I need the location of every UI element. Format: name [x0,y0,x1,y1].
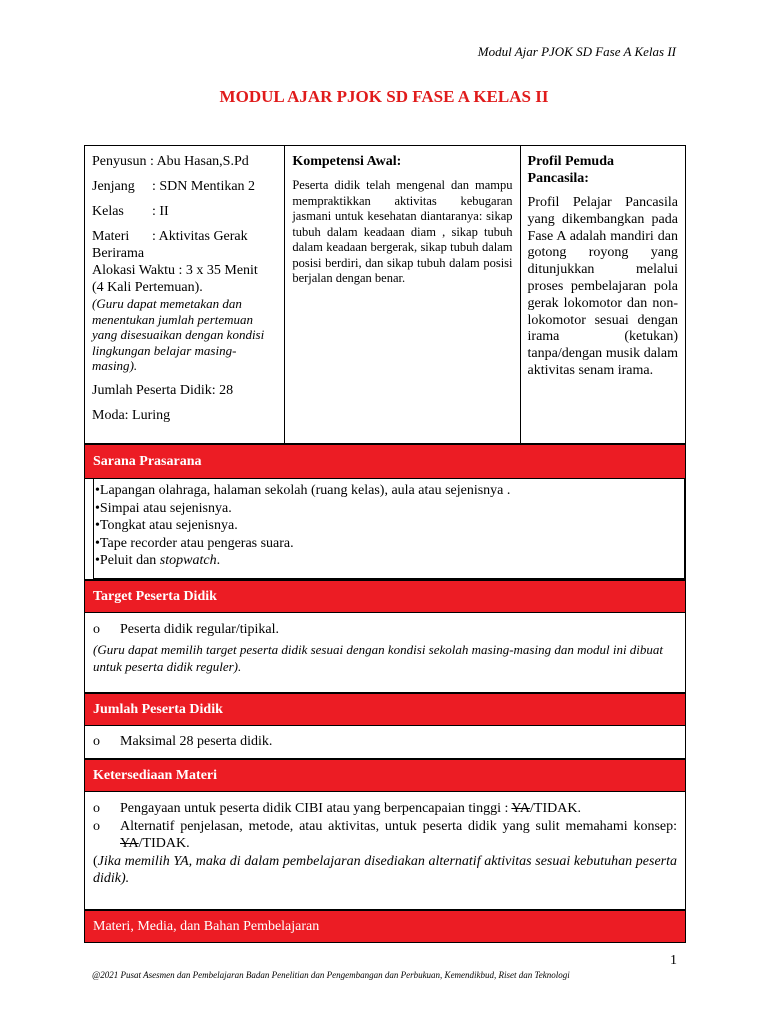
kelas-key: Kelas [92,204,124,219]
ketersediaan-note: (Jika memilih YA, maka di dalam pembelajaran disediakan alternatif aktivitas sesuai kebutuhan peserta didik). [93,853,677,886]
circle-bullet-icon: o [93,734,100,749]
jenjang-key: Jenjang [92,179,135,194]
materi-media-header: Materi, Media, dan Bahan Pembelajaran [84,910,686,943]
sarana-header: Sarana Prasarana [84,444,686,479]
jumlah-header: Jumlah Peserta Didik [84,693,686,726]
profil-text: Profil Pelajar Pancasila yang dikembangkan pada Fase A adalah mandiri dan gotong royong yang ditunjukkan melalui proses pembelajaran pola gerak lokomotor dan non-lokomotor sesuai dengan irama (ketukan) tanpa/dengan musik dalam aktivitas senam irama. [527,195,678,378]
list-item: • Simpai atau sejenisnya. [95,500,510,518]
list-item: • Peluit dan stopwatch. [95,552,510,570]
target-header: Target Peserta Didik [84,580,686,613]
kompetensi-text: Peserta didik telah mengenal dan mampu mempraktikkan aktivitas kebugaran jasmani untuk kesehatan diantaranya: sikap tubuh dalam keadaan diam , sikap tubuh dalam keadaan bergerak, sikap tubuh dalam posisi berdiri, dan sikap tubuh dalam posisi berjalan dengan benar. [292,178,513,285]
materi-continuation: Berirama [92,246,145,261]
jenjang-value: : SDN Mentikan 2 [152,179,256,194]
materi-key: Materi [92,229,130,244]
ketersediaan-item-1: o Pengayaan untuk peserta didik CIBI atau yang berpencapaian tinggi : YA/TIDAK. [93,801,581,816]
profil-title: Profil Pemuda Pancasila: [527,154,614,186]
circle-bullet-icon: o [93,622,100,637]
running-header: Modul Ajar PJOK SD Fase A Kelas II [477,44,676,59]
jumlah-item: o Maksimal 28 peserta didik. [93,734,273,749]
materi-row [92,228,277,245]
footer-copyright: @2021 Pusat Asesmen dan Pembelajaran Badan Penelitian dan Pengembangan dan Perbukuan, Kemendikbud, Riset dan Teknologi [92,970,570,980]
list-item: • Tongkat atau sejenisnya. [95,517,510,535]
kompetensi-title: Kompetensi Awal: [292,154,402,169]
target-body [84,613,686,693]
identity-table [84,145,686,444]
sarana-body [84,479,686,580]
kelas-row [92,203,277,220]
target-note: (Guru dapat memilih target peserta didik sesuai dengan kondisi sekolah masing-masing dan modul ini dibuat untuk peserta didik reguler). [93,641,664,674]
jenjang-row [92,178,277,195]
page-title: MODUL AJAR PJOK SD FASE A KELAS II [219,87,549,106]
ketersediaan-body [84,792,686,910]
jumlah-peserta: Jumlah Peserta Didik: 28 [92,382,234,398]
profil-column [521,146,685,443]
moda: Moda: Luring [92,407,171,423]
jumlah-body [84,726,686,759]
circle-bullet-icon: o [93,801,100,816]
alokasi-waktu: Alokasi Waktu : 3 x 35 Menit [92,263,258,278]
target-item: o Peserta didik regular/tipikal. [93,622,280,637]
kompetensi-column [285,146,520,443]
circle-bullet-icon: o [93,818,100,834]
list-item: • Lapangan olahraga, halaman sekolah (ruang kelas), aula atau sejenisnya . [95,482,510,500]
list-item: • Tape recorder atau pengeras suara. [95,535,510,553]
ketersediaan-header: Ketersediaan Materi [84,759,686,792]
identity-column [85,146,285,443]
alokasi-continuation: (4 Kali Pertemuan). [92,280,203,295]
materi-value: : Aktivitas Gerak [152,229,248,244]
penyusun: Penyusun : Abu Hasan,S.Pd [92,154,249,169]
page-number: 1 [670,953,677,968]
alokasi-note: (Guru dapat memetakan dan menentukan jumlah pertemuan yang disesuaikan dengan kondisi lingkungan belajar masing-masing). [92,296,265,373]
ketersediaan-item-2: o Alternatif penjelasan, metode, atau aktivitas, untuk peserta didik yang sulit memahami konsep: YA/TIDAK. [93,818,677,851]
kelas-value: : II [152,204,169,219]
sarana-list [95,482,510,570]
